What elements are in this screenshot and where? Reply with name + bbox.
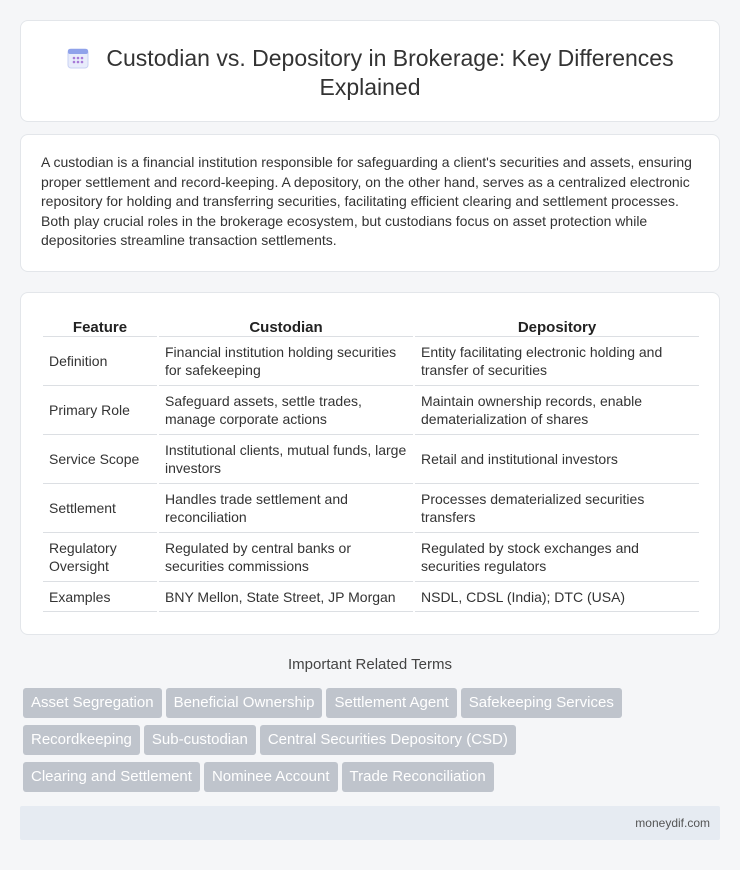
- tag-clearing-settlement[interactable]: Clearing and Settlement: [23, 762, 200, 792]
- row-depository: Processes dematerialized securities transfers: [415, 484, 699, 533]
- table-row: [43, 386, 699, 435]
- tag-csd[interactable]: Central Securities Depository (CSD): [260, 725, 516, 755]
- tag-nominee-account[interactable]: Nominee Account: [204, 762, 338, 792]
- header-feature: Feature: [43, 315, 157, 337]
- footer-site[interactable]: moneydif.com: [635, 816, 710, 830]
- table-row: [43, 533, 699, 582]
- row-custodian: Financial institution holding securities for safekeeping: [159, 337, 413, 386]
- tag-row: [23, 762, 723, 799]
- table-header-row: [43, 315, 699, 337]
- comparison-table: [41, 315, 701, 612]
- table-row: [43, 484, 699, 533]
- page-title: Custodian vs. Depository in Brokerage: Key Differences Explained: [106, 45, 674, 100]
- page-title-block: [21, 44, 719, 102]
- row-custodian: Institutional clients, mutual funds, large investors: [159, 435, 413, 484]
- footer: [20, 806, 720, 840]
- comparison-table-card: [20, 292, 720, 635]
- intro-card: [20, 134, 720, 272]
- related-terms-list: [23, 688, 723, 799]
- row-feature: Service Scope: [43, 435, 157, 484]
- row-depository: Retail and institutional investors: [415, 435, 699, 484]
- calendar-icon: [66, 46, 90, 70]
- tag-safekeeping-services[interactable]: Safekeeping Services: [461, 688, 622, 718]
- intro-paragraph: A custodian is a financial institution responsible for safeguarding a client's securities and assets, ensuring proper settlement and record-keeping. A depository, on the other hand, serves as a centralized electronic repository for holding and transferring securities, facilitating efficient clearing and settlement processes. Both play crucial roles in the brokerage ecosystem, but custodians focus on asset protection while depositories streamline transaction settlements.: [41, 154, 692, 248]
- header-custodian: Custodian: [159, 315, 413, 337]
- row-feature: Regulatory Oversight: [43, 533, 157, 582]
- table-row: [43, 435, 699, 484]
- title-card: [20, 20, 720, 122]
- tag-sub-custodian[interactable]: Sub-custodian: [144, 725, 256, 755]
- table-row: [43, 337, 699, 386]
- row-depository: Maintain ownership records, enable dematerialization of shares: [415, 386, 699, 435]
- tag-row: [23, 688, 723, 725]
- related-terms-heading: Important Related Terms: [288, 656, 452, 673]
- tag-trade-reconciliation[interactable]: Trade Reconciliation: [342, 762, 494, 792]
- tag-recordkeeping[interactable]: Recordkeeping: [23, 725, 140, 755]
- row-custodian: Handles trade settlement and reconciliation: [159, 484, 413, 533]
- table-row: [43, 582, 699, 612]
- tag-beneficial-ownership[interactable]: Beneficial Ownership: [166, 688, 323, 718]
- row-depository: NSDL, CDSL (India); DTC (USA): [415, 582, 699, 612]
- row-feature: Settlement: [43, 484, 157, 533]
- tag-asset-segregation[interactable]: Asset Segregation: [23, 688, 162, 718]
- header-depository: Depository: [415, 315, 699, 337]
- row-feature: Primary Role: [43, 386, 157, 435]
- tag-row: [23, 725, 723, 762]
- row-custodian: Safeguard assets, settle trades, manage corporate actions: [159, 386, 413, 435]
- row-feature: Examples: [43, 582, 157, 612]
- row-feature: Definition: [43, 337, 157, 386]
- row-depository: Regulated by stock exchanges and securities regulators: [415, 533, 699, 582]
- row-custodian: Regulated by central banks or securities commissions: [159, 533, 413, 582]
- row-depository: Entity facilitating electronic holding and transfer of securities: [415, 337, 699, 386]
- tag-settlement-agent[interactable]: Settlement Agent: [326, 688, 456, 718]
- row-custodian: BNY Mellon, State Street, JP Morgan: [159, 582, 413, 612]
